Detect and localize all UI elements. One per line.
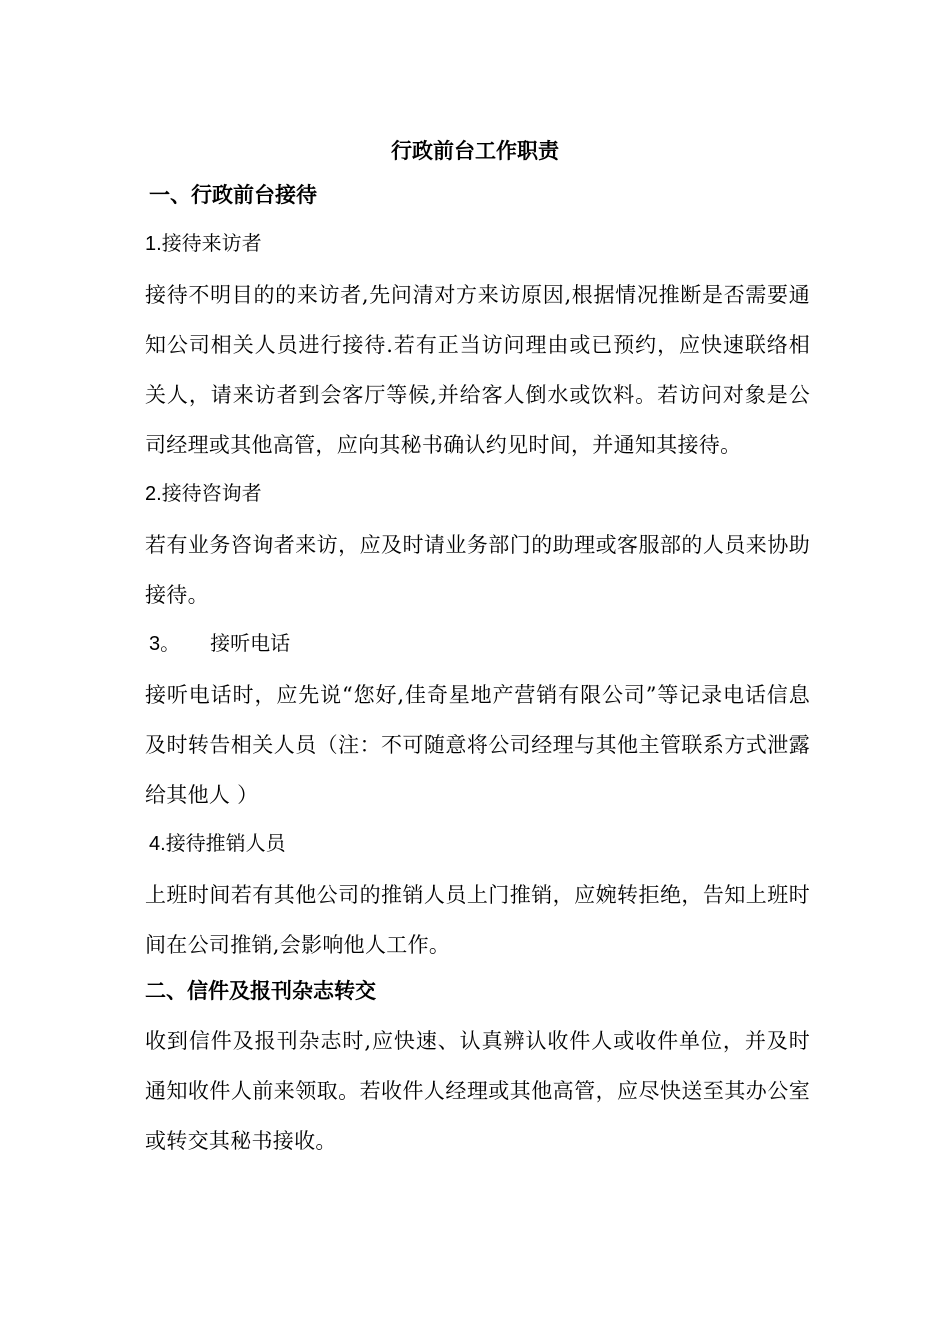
item-text-salespeople: 上班时间若有其他公司的推销人员上门推销，应婉转拒绝，告知上班时间在公司推销,会影响他人工作。: [145, 883, 810, 957]
item-text-inquirers: 若有业务咨询者来访，应及时请业务部门的助理或客服部的人员来协助接待。: [145, 533, 810, 607]
item-heading-inquirers: [145, 470, 810, 520]
item-label: 接待来访者: [161, 231, 262, 255]
item-label: 接听电话: [210, 631, 291, 655]
section-heading-mail: 二、信件及报刊杂志转交: [145, 978, 376, 1003]
item-number: 1.: [145, 233, 162, 255]
document-body: [145, 180, 810, 1166]
item-text-phone: 接听电话时，应先说“您好,佳奇星地产营销有限公司”等记录电话信息及时转告相关人员（注：不可随意将公司经理与其他主管联系方式泄露给其他人 ）: [145, 683, 810, 807]
item-label: 接待咨询者: [161, 481, 262, 505]
item-text-visitors: 接待不明目的的来访者,先问清对方来访原因,根据情况推断是否需要通知公司相关人员进行接待.若有正当访问理由或已预约，应快速联络相关人，请来访者到会客厅等候,并给客人倒水或饮料。若访问对象是公司经理或其他高管，应向其秘书确认约见时间，并通知其接待。: [145, 283, 810, 457]
item-heading-salespeople: [145, 820, 810, 870]
item-label: 接待推销人员: [165, 831, 286, 855]
item-heading-phone: [145, 620, 810, 670]
section-heading-reception: 一、行政前台接待: [149, 182, 317, 207]
item-number: 3。: [149, 633, 181, 655]
section-text-mail: 收到信件及报刊杂志时,应快速、认真辨认收件人或收件单位，并及时通知收件人前来领取。若收件人经理或其他高管，应尽快送至其办公室或转交其秘书接收。: [145, 1029, 810, 1153]
document-title: 行政前台工作职责: [391, 138, 559, 163]
item-number: 4.: [149, 833, 166, 855]
item-heading-visitors: [145, 220, 810, 270]
item-number: 2.: [145, 483, 162, 505]
